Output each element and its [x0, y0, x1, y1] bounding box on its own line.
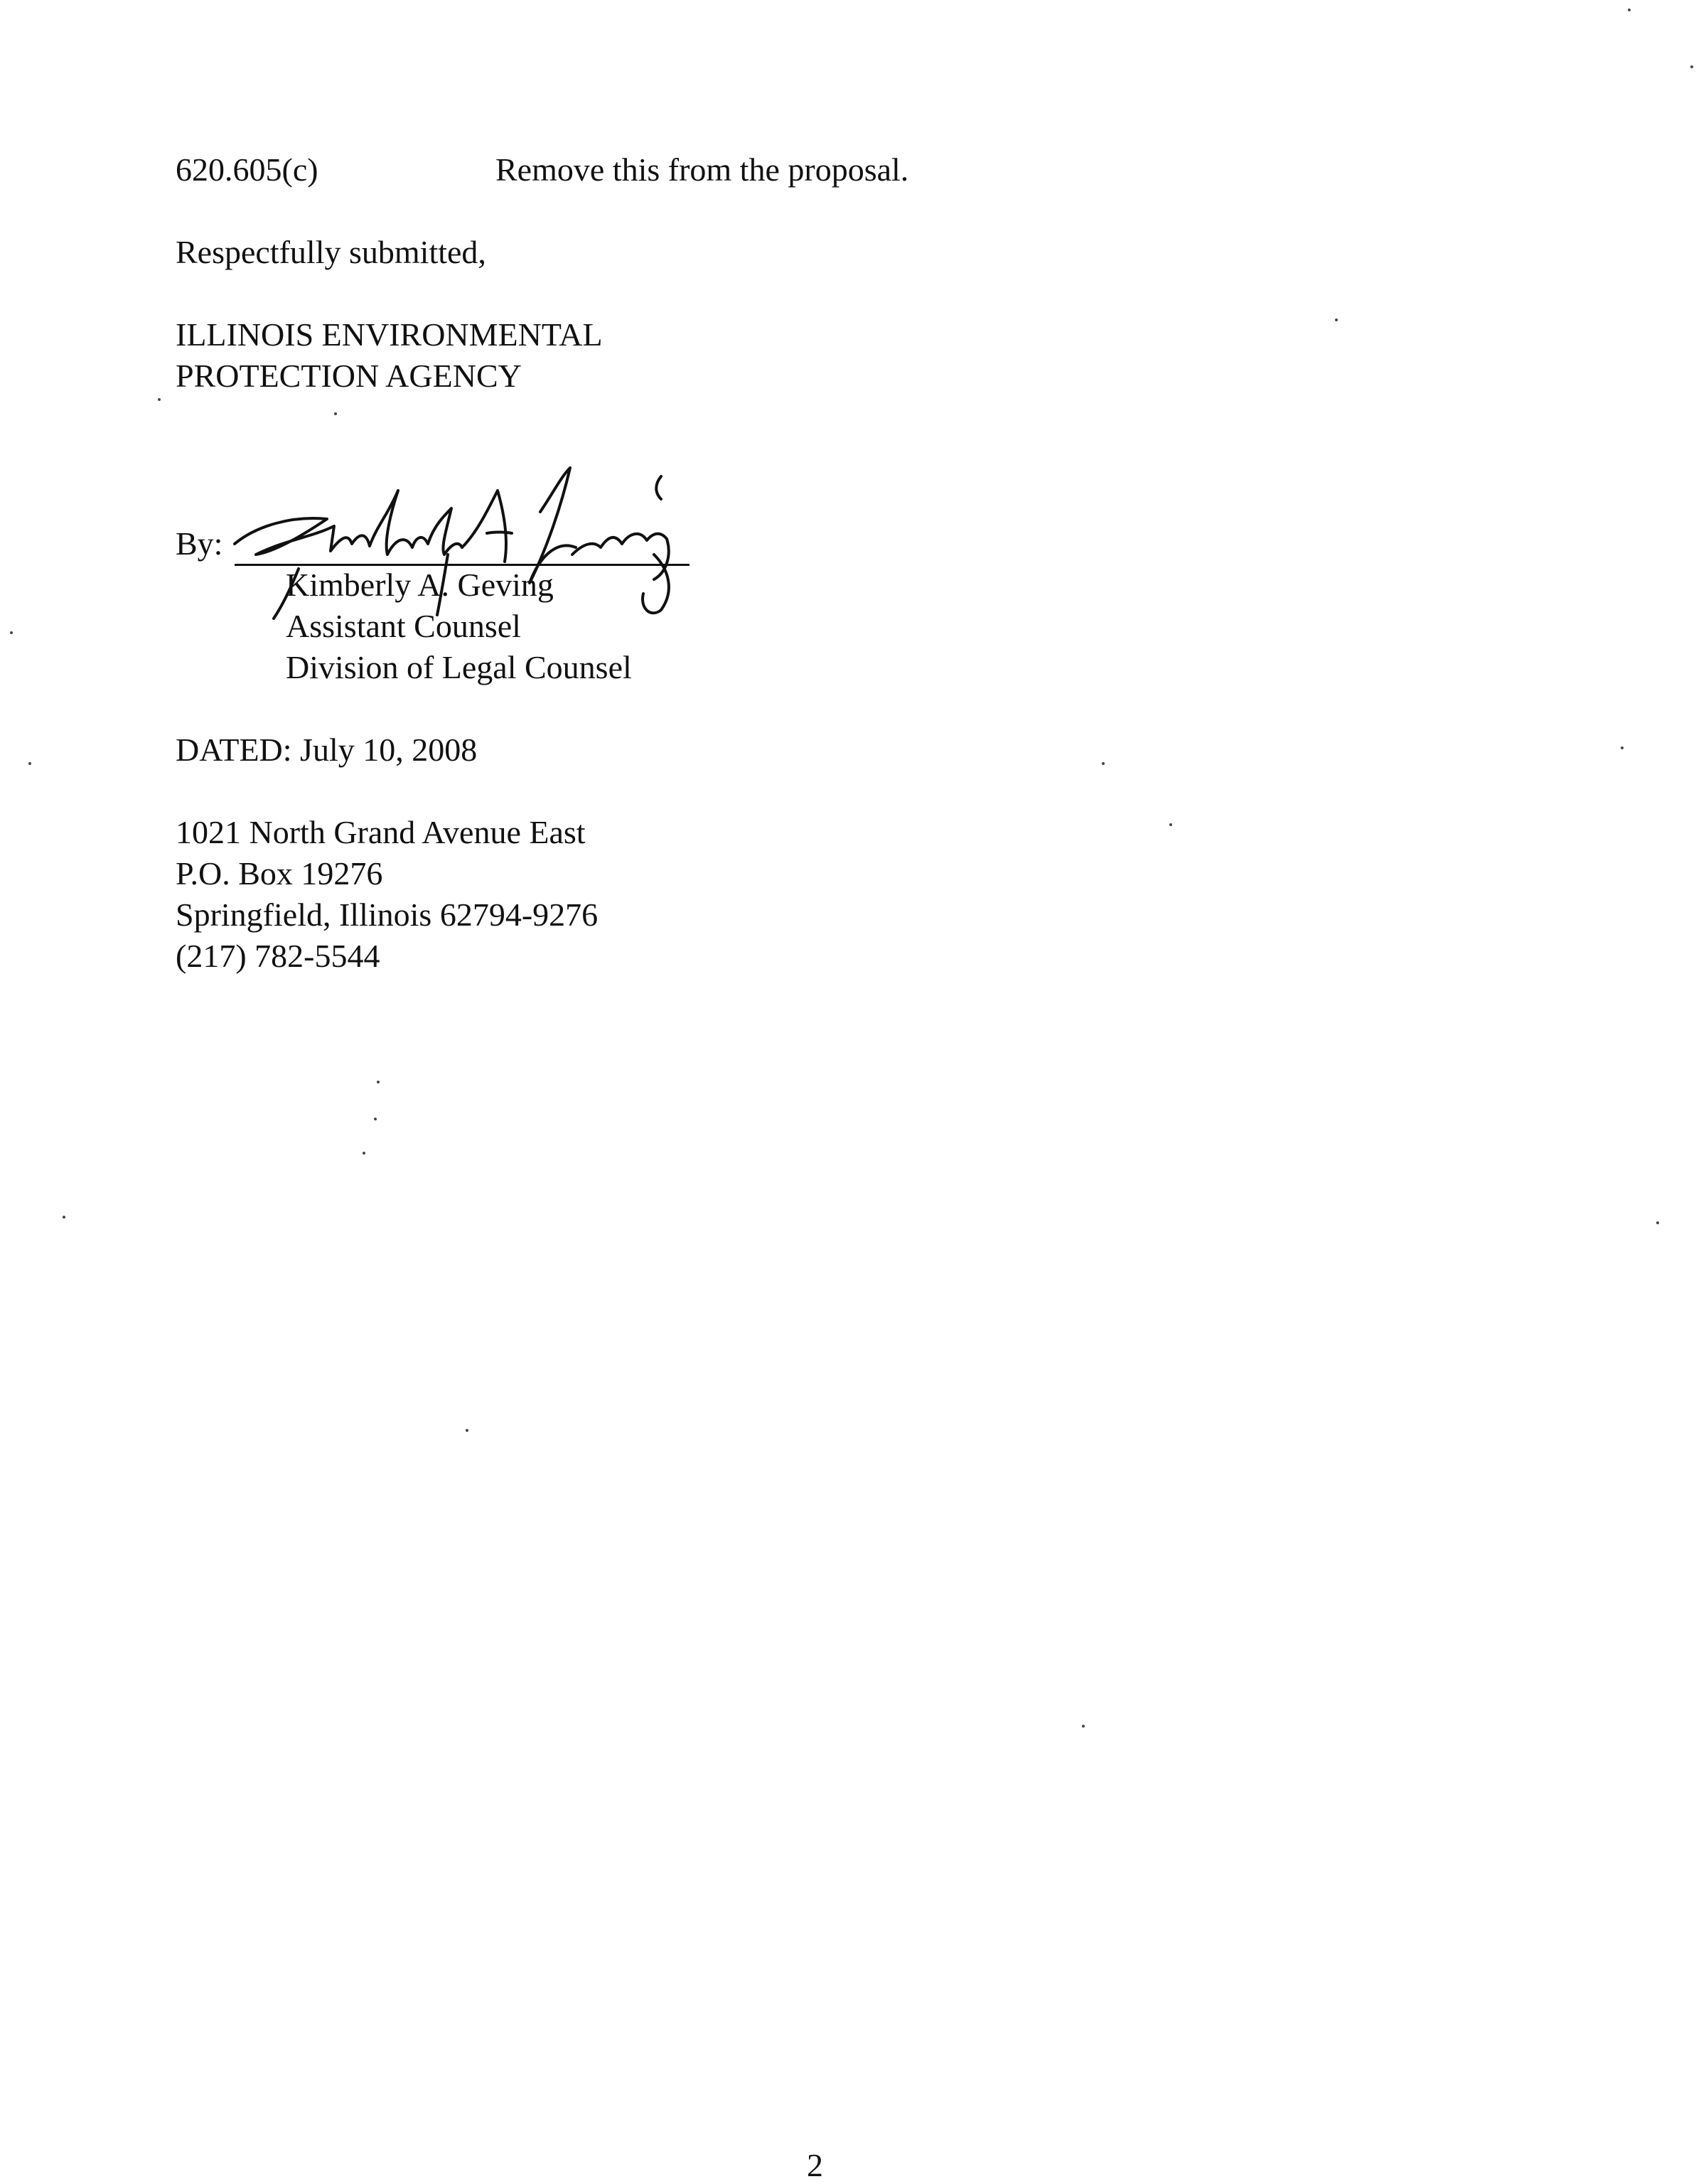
address-line-3: Springfield, Illinois 62794-9276 [176, 896, 599, 933]
scan-speck [374, 1118, 377, 1120]
scan-speck [466, 1429, 468, 1432]
scan-speck [1656, 1221, 1659, 1224]
page-number: 2 [807, 2147, 823, 2183]
agency-name-line-2: PROTECTION AGENCY [176, 358, 522, 394]
scan-speck [1169, 823, 1172, 826]
closing-text: Respectfully submitted, [176, 234, 486, 270]
dated-line: DATED: July 10, 2008 [176, 732, 478, 768]
by-label: By: [176, 525, 223, 562]
scan-speck [1690, 65, 1693, 68]
address-line-1: 1021 North Grand Avenue East [176, 814, 586, 850]
scan-speck [1082, 1725, 1085, 1728]
section-number: 620.605(c) [176, 151, 318, 188]
address-line-2: P.O. Box 19276 [176, 855, 383, 892]
scan-speck [28, 762, 31, 765]
scan-speck [63, 1216, 65, 1219]
section-instruction: Remove this from the proposal. [495, 151, 909, 188]
signer-name: Kimberly A. Geving [286, 567, 554, 603]
scan-speck [1335, 318, 1338, 321]
scan-speck [158, 398, 161, 401]
scan-speck [10, 631, 13, 634]
scan-speck [377, 1081, 380, 1083]
scan-speck [1628, 9, 1631, 11]
signer-title: Assistant Counsel [286, 608, 521, 644]
scan-speck [334, 412, 337, 415]
scan-speck [1621, 746, 1624, 749]
phone-number: (217) 782-5544 [176, 938, 380, 974]
scan-speck [1102, 762, 1105, 765]
agency-name-line-1: ILLINOIS ENVIRONMENTAL [176, 316, 603, 353]
signer-division: Division of Legal Counsel [286, 649, 632, 685]
scan-speck [363, 1152, 365, 1155]
